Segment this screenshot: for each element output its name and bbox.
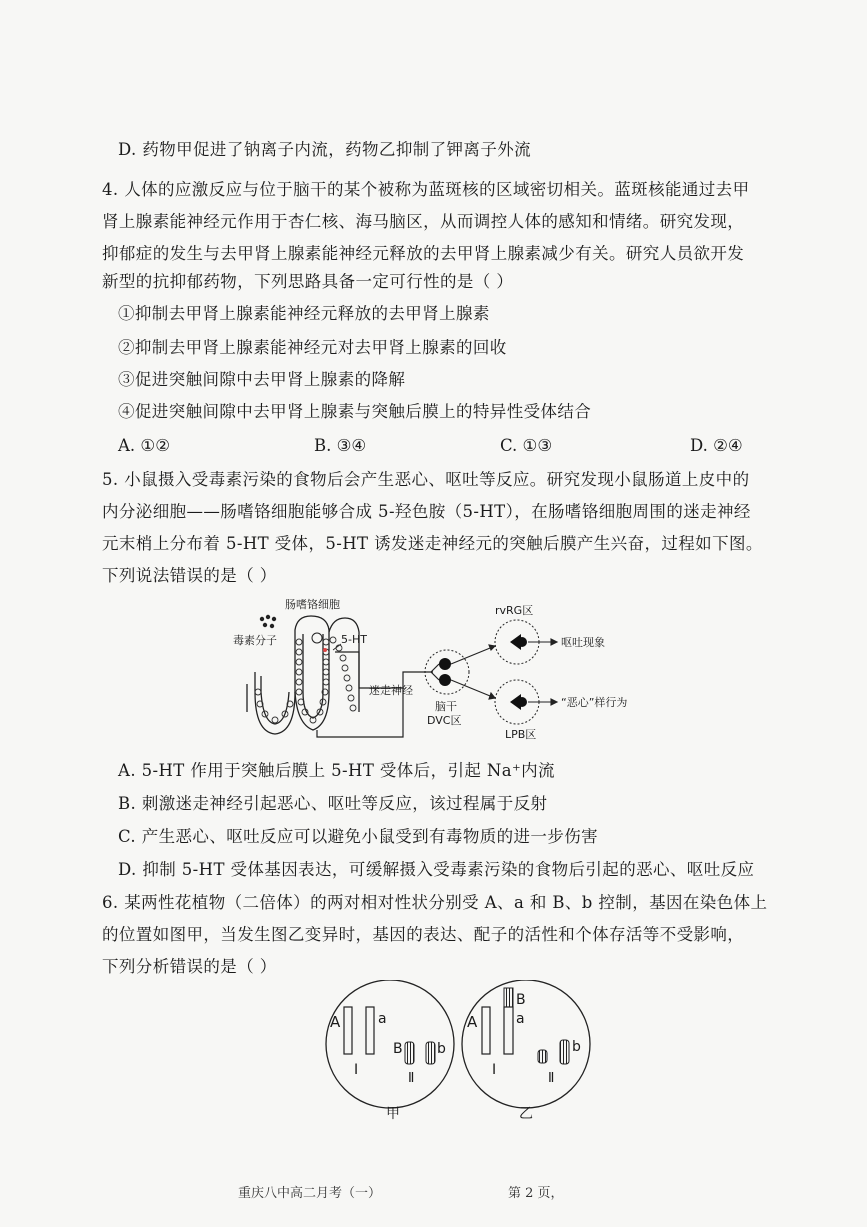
- q5-option-b: B. 刺激迷走神经引起恶心、呕吐等反应，该过程属于反射: [118, 794, 548, 813]
- q4-item-3: ③促进突触间隙中去甲肾上腺素的降解: [118, 370, 406, 389]
- q5-stem-line-2: 内分泌细胞——肠嗜铬细胞能够合成 5-羟色胺（5-HT），在肠嗜铬细胞周围的迷走神经: [102, 502, 751, 521]
- q6-chromosome-figure: [310, 980, 610, 1120]
- q4-stem-line-1: 4. 人体的应激反应与位于脑干的某个被称为蓝斑核的区域密切相关。蓝斑核能通过去甲: [102, 180, 750, 199]
- jia-chromosome-ii-right: [426, 1042, 435, 1064]
- serotonin-release-dot: [323, 648, 327, 652]
- label-brainstem: 脑干: [435, 700, 457, 713]
- yi-chromosome-ii-left: [538, 1050, 547, 1063]
- jia-gene-A: A: [330, 1013, 341, 1031]
- q4-option-d: D. ②④: [690, 436, 743, 455]
- jia-chromosome-ii-left: [405, 1042, 414, 1064]
- q5-stem-line-1: 5. 小鼠摄入受毒素污染的食物后会产生恶心、呕吐等反应。研究发现小鼠肠道上皮中的: [102, 470, 750, 489]
- yi-label-II: Ⅱ: [548, 1071, 555, 1086]
- enterochromaffin-cell: [312, 633, 322, 643]
- q4-option-a: A. ①②: [118, 436, 170, 455]
- footer-page: 第 2 页，: [508, 1186, 564, 1201]
- yi-label-I: I: [492, 1062, 497, 1078]
- label-vagus-nerve: 迷走神经: [369, 684, 413, 697]
- q4-option-b: B. ③④: [314, 436, 367, 455]
- jia-gene-B: B: [393, 1041, 403, 1057]
- label-nausea-behavior: “恶心”样行为: [561, 696, 628, 709]
- dvc-neuron-2: [439, 674, 451, 686]
- yi-gene-b: b: [572, 1039, 581, 1055]
- dvc-neuron-1: [439, 658, 451, 670]
- label-lpb: LPB区: [505, 728, 537, 741]
- yi-gene-a: a: [516, 1011, 525, 1027]
- jia-gene-b: b: [437, 1041, 446, 1057]
- yi-translocated-segment: [504, 988, 513, 1007]
- label-enterochromaffin-cell: 肠嗜铬细胞: [285, 598, 340, 611]
- q5-reflex-diagram: [225, 592, 695, 742]
- q5-option-a: A. 5-HT 作用于突触后膜上 5-HT 受体后，引起 Na⁺内流: [118, 761, 555, 780]
- yi-gene-B: B: [516, 992, 526, 1008]
- q4-stem-line-2: 肾上腺素能神经元作用于杏仁核、海马脑区，从而调控人体的感知和情绪。研究发现，: [102, 212, 745, 231]
- q4-item-2: ②抑制去甲肾上腺素能神经元对去甲肾上腺素的回收: [118, 338, 507, 357]
- q5-option-d: D. 抑制 5-HT 受体基因表达，可缓解摄入受毒素污染的食物后引起的恶心、呕吐反应: [118, 860, 755, 879]
- cell-yi: [462, 980, 590, 1108]
- label-toxin-molecule: 毒素分子: [233, 634, 277, 647]
- q4-stem-line-3: 抑郁症的发生与去甲肾上腺素能神经元释放的去甲肾上腺素减少有关。研究人员欲开发: [102, 244, 745, 263]
- vagus-nerve-path: [335, 652, 433, 688]
- yi-gene-A: A: [467, 1013, 478, 1031]
- q6-stem-line-1: 6. 某两性花植物（二倍体）的两对相对性状分别受 A、a 和 B、b 控制，基因在染色体上: [102, 893, 768, 912]
- q6-stem-line-3: 下列分析错误的是（ ）: [102, 957, 277, 976]
- q4-item-4: ④促进突触间隙中去甲肾上腺素与突触后膜上的特异性受体结合: [118, 402, 592, 421]
- caption-jia: 甲: [386, 1106, 400, 1120]
- label-5ht: 5-HT: [341, 633, 367, 646]
- yi-chromosome-i-left: [482, 1007, 490, 1054]
- jia-gene-a: a: [378, 1011, 387, 1027]
- label-rvrg: rvRG区: [495, 604, 534, 617]
- jia-label-I: I: [354, 1062, 359, 1078]
- q5-stem-line-3: 元末梢上分布着 5-HT 受体，5-HT 诱发迷走神经元的突触后膜产生兴奋，过程如下图。: [102, 534, 763, 553]
- jia-chromosome-i-right: [366, 1007, 374, 1054]
- pathway-arrows: [451, 639, 557, 705]
- label-pointer: [333, 644, 341, 650]
- toxin-molecules: [260, 615, 276, 628]
- label-dvc: DVC区: [427, 714, 462, 727]
- caption-yi: 乙: [519, 1106, 533, 1120]
- jia-chromosome-i-left: [344, 1007, 352, 1054]
- q4-option-c: C. ①③: [500, 436, 553, 455]
- q4-item-1: ①抑制去甲肾上腺素能神经元释放的去甲肾上腺素: [118, 304, 490, 323]
- footer-school: 重庆八中高二月考（一）: [238, 1186, 382, 1201]
- q4-stem-line-4: 新型的抗抑郁药物，下列思路具备一定可行性的是（ ）: [102, 272, 514, 291]
- jia-label-II: Ⅱ: [408, 1071, 415, 1086]
- q5-option-c: C. 产生恶心、呕吐反应可以避免小鼠受到有毒物质的进一步伤害: [118, 827, 599, 846]
- yi-chromosome-ii-right: [560, 1040, 569, 1064]
- q5-stem-line-4: 下列说法错误的是（ ）: [102, 566, 277, 585]
- q6-stem-line-2: 的位置如图甲，当发生图乙变异时，基因的表达、配子的活性和个体存活等不受影响，: [102, 925, 745, 944]
- q3-option-d: D. 药物甲促进了钠离子内流，药物乙抑制了钾离子外流: [118, 140, 532, 159]
- yi-chromosome-i-right: [504, 1007, 513, 1054]
- label-vomiting: 呕吐现象: [561, 636, 605, 649]
